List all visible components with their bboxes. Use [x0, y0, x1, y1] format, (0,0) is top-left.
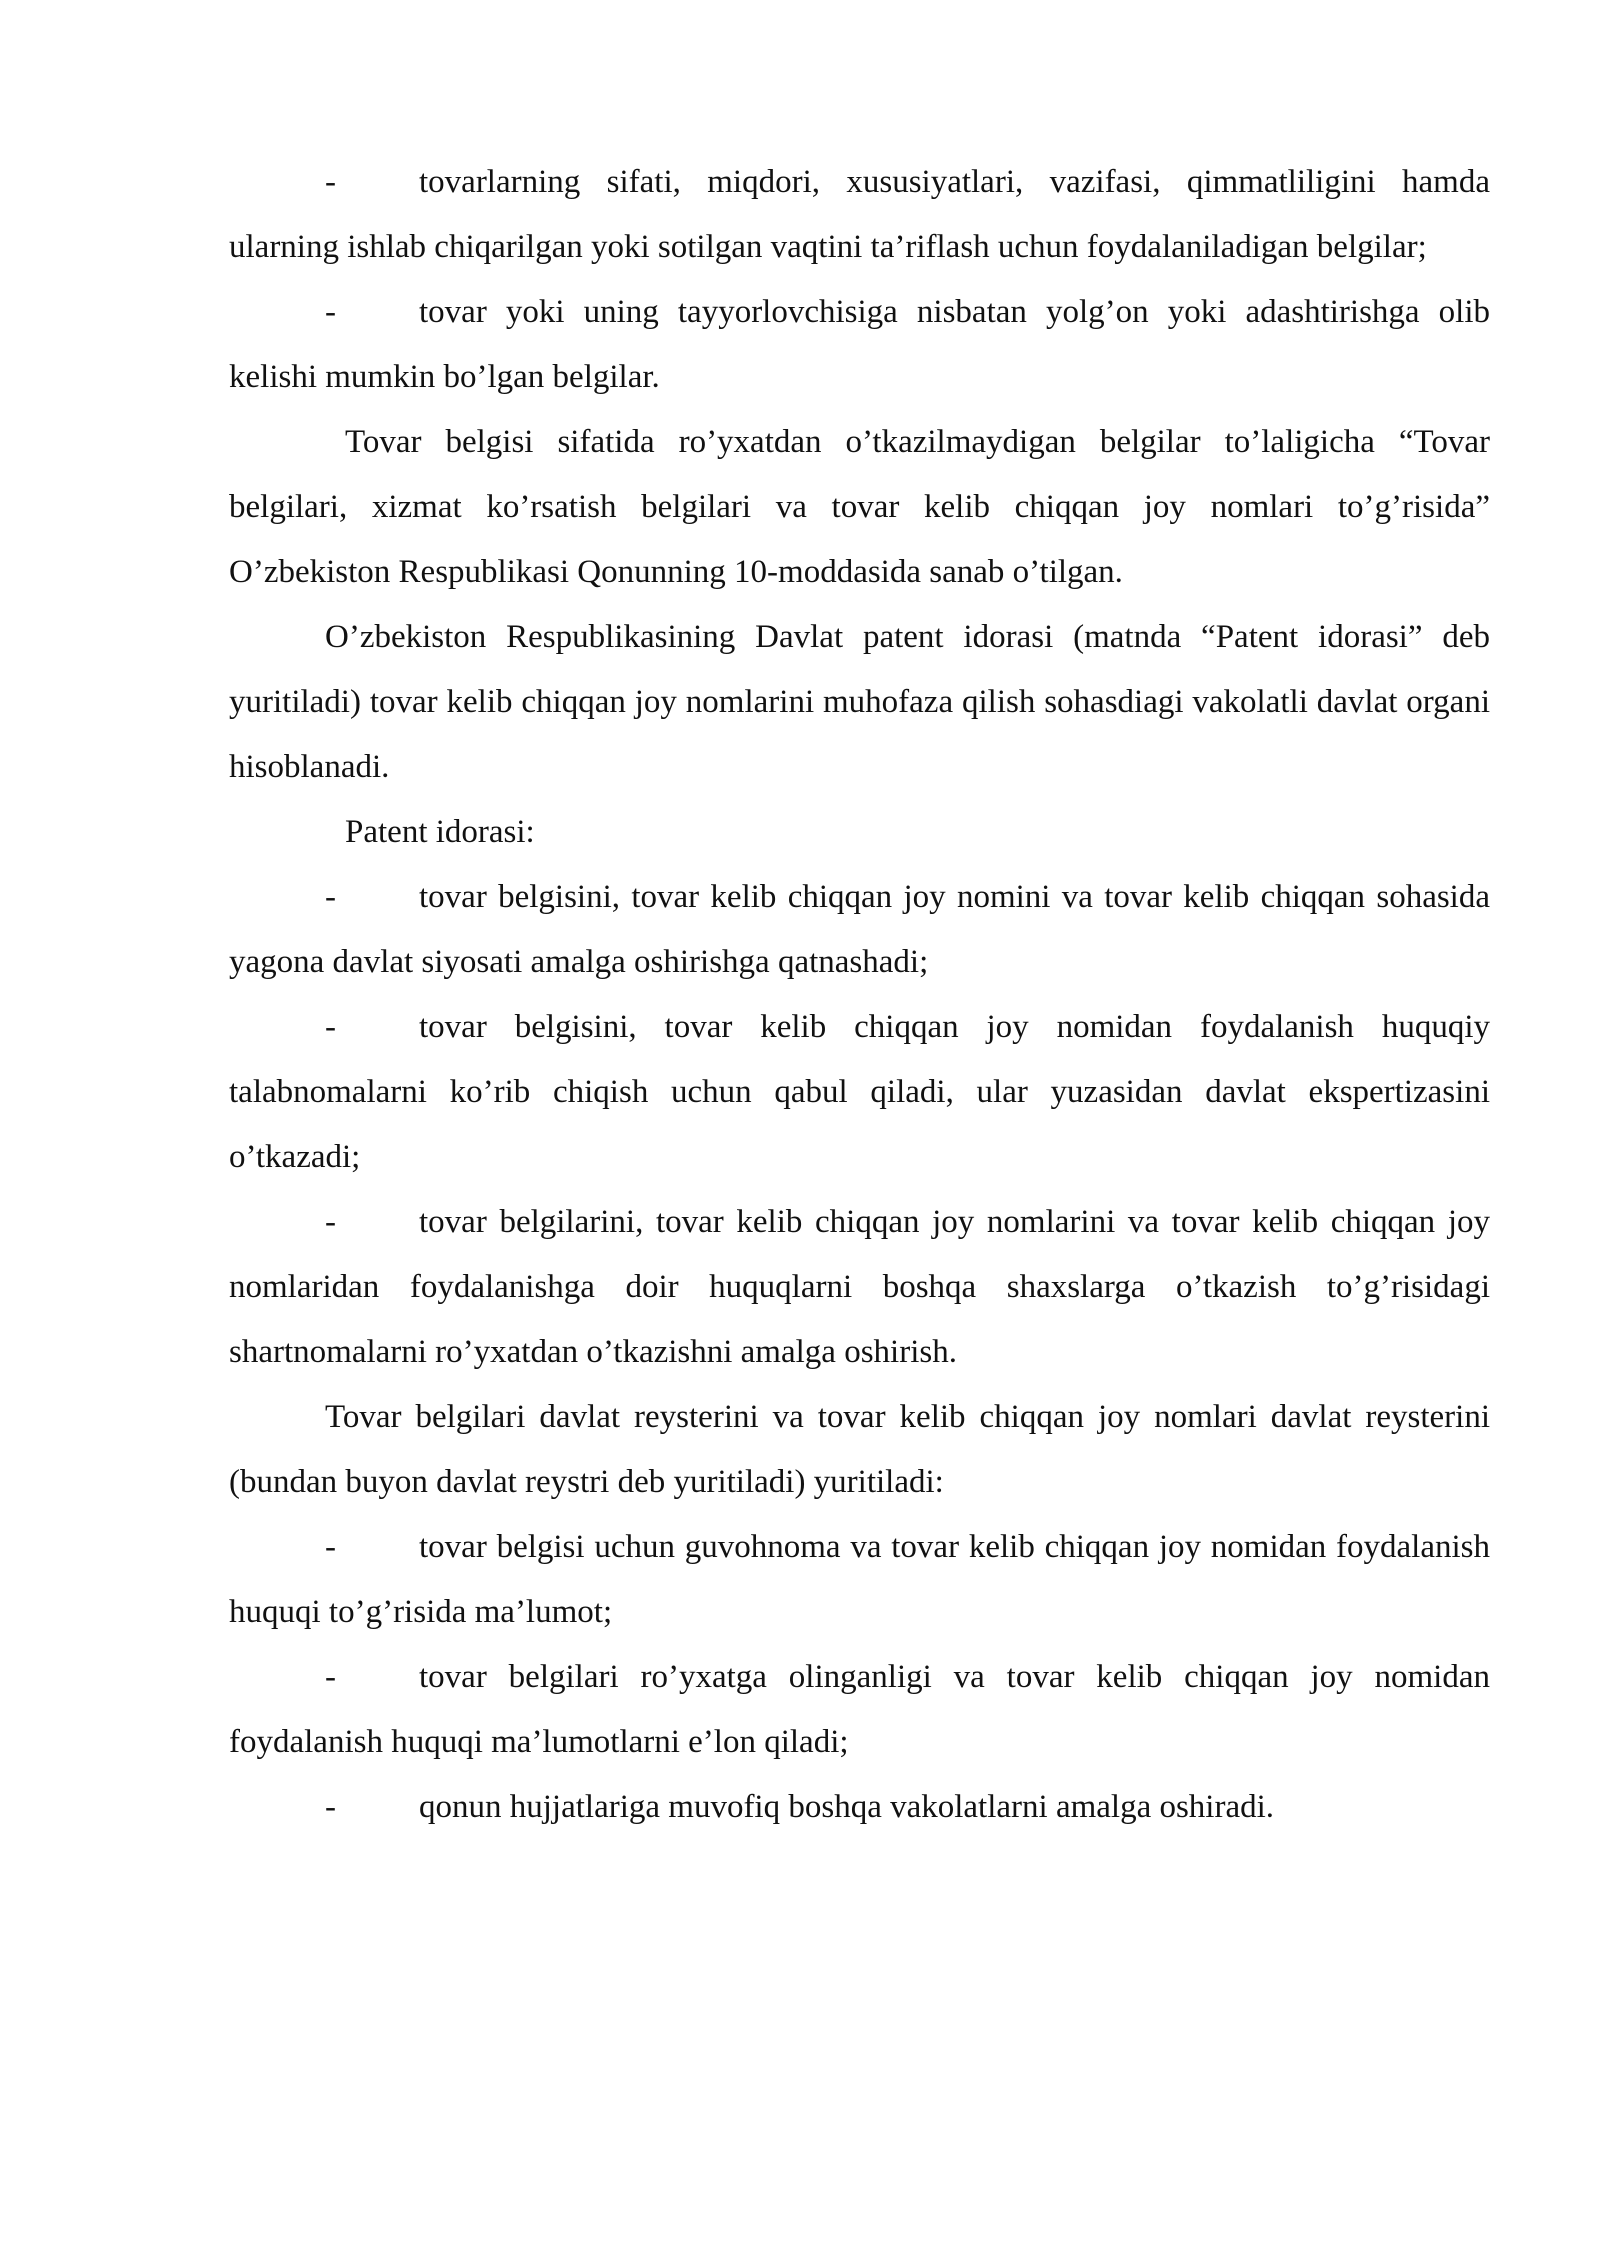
paragraph: [229, 800, 1490, 865]
paragraph-text: Tovar belgisi sifatida ro’yxatdan o’tkazilmaydigan belgilar to’laligicha “Tovar belgilari, xizmat ko’rsatish belgilari va tovar kelib chiqqan joy nomlari to’g’risida” O’zbekiston Respublikasi Qonunning 10-moddasida sanab o’tilgan.: [229, 424, 1490, 590]
list-item: [229, 280, 1490, 410]
list-item-text: tovar belgilarini, tovar kelib chiqqan joy nomlarini va tovar kelib chiqqan joy nomlaridan foydalanishga doir huquqlarni boshqa shaxslarga o’tkazish to’g’risidagi shartnomalarni ro’yxatdan o’tkazishni amalga oshirish.: [229, 1204, 1490, 1370]
paragraph: [229, 410, 1490, 605]
list-marker: -: [325, 879, 336, 915]
list-marker: -: [325, 1789, 336, 1825]
list-item: [229, 150, 1490, 280]
paragraph-text: Tovar belgilari davlat reysterini va tovar kelib chiqqan joy nomlari davlat reysterini (bundan buyon davlat reystri deb yuritiladi) yuritiladi:: [229, 1399, 1490, 1500]
list-item: [229, 1645, 1490, 1775]
list-marker: -: [325, 1659, 336, 1695]
list-marker: -: [325, 164, 336, 200]
list-item: [229, 1190, 1490, 1385]
paragraph: [229, 605, 1490, 800]
list-item-text: tovar belgisi uchun guvohnoma va tovar kelib chiqqan joy nomidan foydalanish huquqi to’g’risida ma’lumot;: [229, 1529, 1490, 1630]
list-item-text: tovarlarning sifati, miqdori, xususiyatlari, vazifasi, qimmatliligini hamda ularning ishlab chiqarilgan yoki sotilgan vaqtini ta’riflash uchun foydalaniladigan belgilar;: [229, 164, 1490, 265]
paragraph-text: O’zbekiston Respublikasining Davlat patent idorasi (matnda “Patent idorasi” deb yuritiladi) tovar kelib chiqqan joy nomlarini muhofaza qilish sohasdiagi vakolatli davlat organi hisoblanadi.: [229, 619, 1490, 785]
list-item: [229, 1515, 1490, 1645]
list-item: [229, 995, 1490, 1190]
paragraph-text: Patent idorasi:: [345, 814, 535, 850]
list-item-text: qonun hujjatlariga muvofiq boshqa vakolatlarni amalga oshiradi.: [419, 1789, 1275, 1825]
paragraph: [229, 1385, 1490, 1515]
list-marker: -: [325, 1204, 336, 1240]
list-marker: -: [325, 1009, 336, 1045]
list-item: [229, 1775, 1490, 1840]
list-item-text: tovar belgilari ro’yxatga olinganligi va tovar kelib chiqqan joy nomidan foydalanish huquqi ma’lumotlarni e’lon qiladi;: [229, 1659, 1490, 1760]
list-marker: -: [325, 294, 336, 330]
document-body: [229, 150, 1490, 1840]
list-marker: -: [325, 1529, 336, 1565]
list-item: [229, 865, 1490, 995]
list-item-text: tovar yoki uning tayyorlovchisiga nisbatan yolg’on yoki adashtirishga olib kelishi mumkin bo’lgan belgilar.: [229, 294, 1490, 395]
list-item-text: tovar belgisini, tovar kelib chiqqan joy nomini va tovar kelib chiqqan sohasida yagona davlat siyosati amalga oshirishga qatnashadi;: [229, 879, 1490, 980]
list-item-text: tovar belgisini, tovar kelib chiqqan joy nomidan foydalanish huquqiy talabnomalarni ko’rib chiqish uchun qabul qiladi, ular yuzasidan davlat ekspertizasini o’tkazadi;: [229, 1009, 1490, 1175]
